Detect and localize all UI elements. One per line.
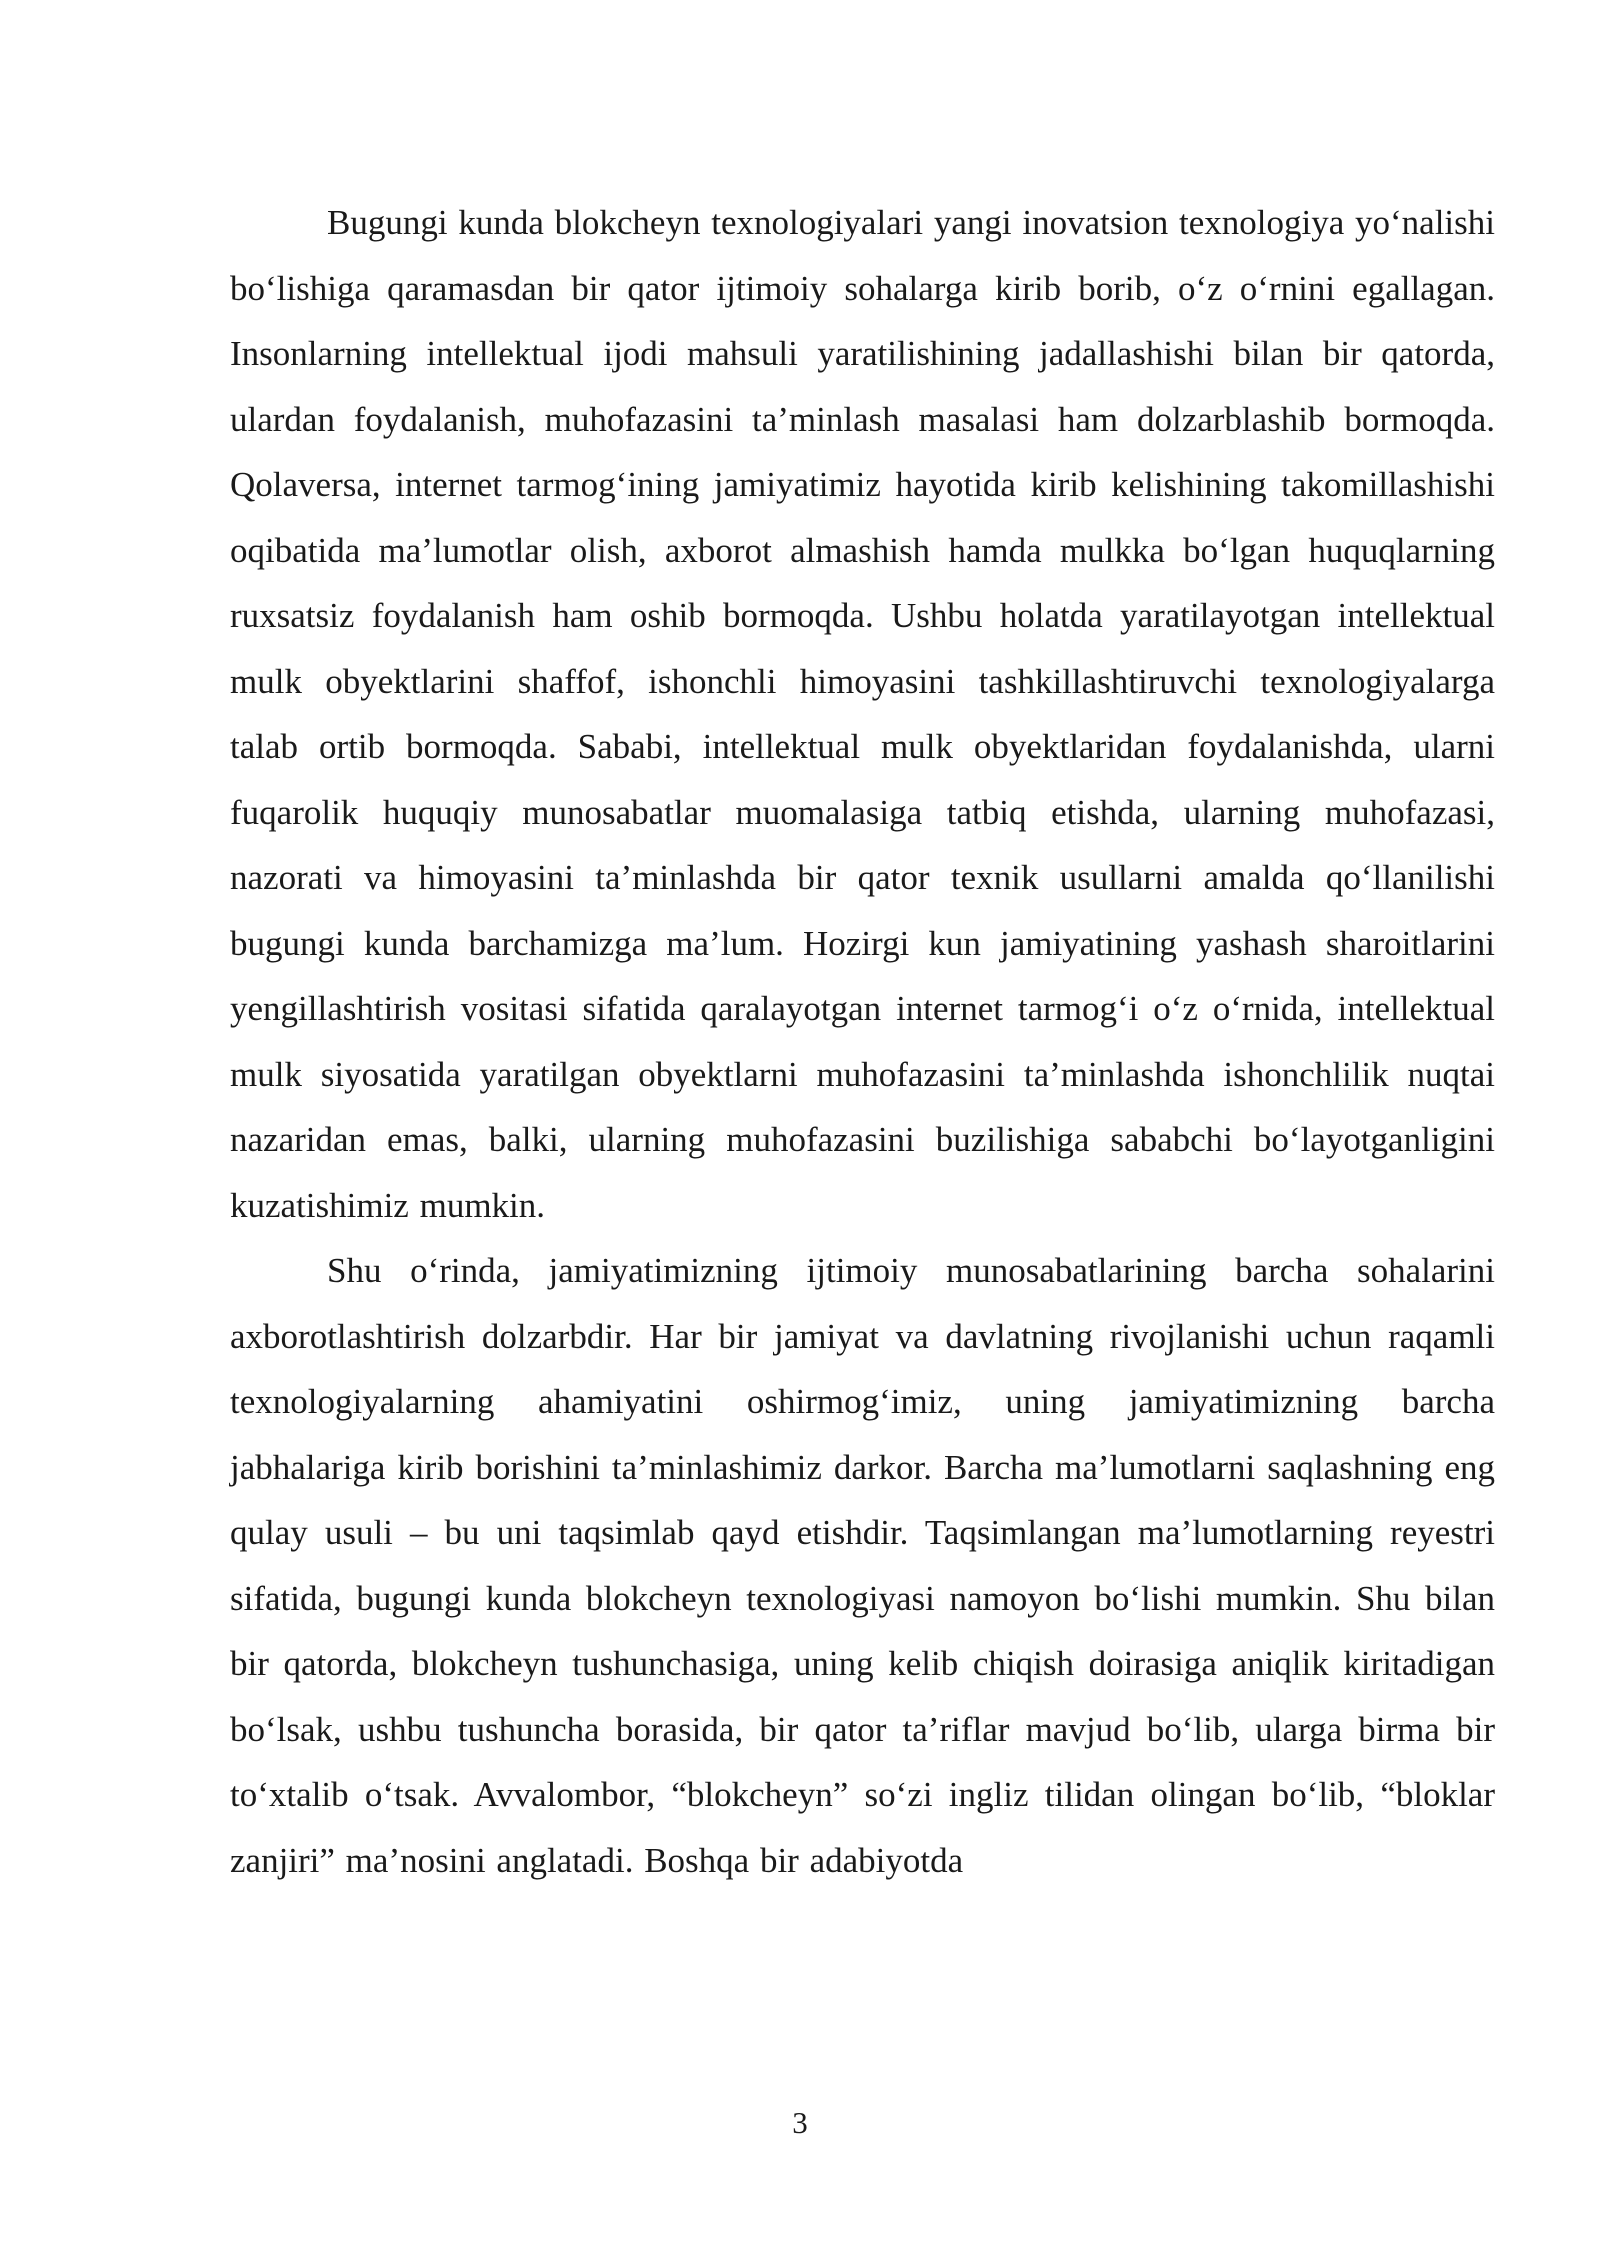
page-number: 3 [792,2105,808,2140]
paragraph-1: Bugungi kunda blokcheyn texnologiyalari yangi inovatsion texnologiya yo‘nalishi bo‘lishiga qaramasdan bir qator ijtimoiy sohalarga kirib borib, o‘z o‘rnini egallagan. Insonlarning intellektual ijodi mahsuli yaratilishining jadallashishi bilan bir qatorda, ulardan foydalanish, muhofazasini ta’minlash masalasi ham dolzarblashib bormoqda. Qolaversa, internet tarmog‘ining jamiyatimiz hayotida kirib kelishining takomillashishi oqibatida ma’lumotlar olish, axborot almashish hamda mulkka bo‘lgan huquqlarning ruxsatsiz foydalanish ham oshib bormoqda. Ushbu holatda yaratilayotgan intellektual mulk obyektlarini shaffof, ishonchli himoyasini tashkillashtiruvchi texnologiyalarga talab ortib bormoqda. Sababi, intellektual mulk obyektlaridan foydalanishda, ularni fuqarolik huquqiy munosabatlar muomalasiga tatbiq etishda, ularning muhofazasi, nazorati va himoyasini ta’minlashda bir qator texnik usullarni amalda qo‘llanilishi bugungi kunda barchamizga ma’lum. Hozirgi kun jamiyatining yashash sharoitlarini yengillashtirish vositasi sifatida qaralayotgan internet tarmog‘i o‘z o‘rnida, intellektual mulk siyosatida yaratilgan obyektlarni muhofazasini ta’minlashda ishonchlilik nuqtai nazaridan emas, balki, ularning muhofazasini buzilishiga sababchi bo‘layotganligini kuzatishimiz mumkin. [230,203,1495,1225]
paragraph-2: Shu o‘rinda, jamiyatimizning ijtimoiy munosabatlarining barcha sohalarini axborotlashtirish dolzarbdir. Har bir jamiyat va davlatning rivojlanishi uchun raqamli texnologiyalarning ahamiyatini oshirmog‘imiz, uning jamiyatimizning barcha jabhalariga kirib borishini ta’minlashimiz darkor. Barcha ma’lumotlarni saqlashning eng qulay usuli – bu uni taqsimlab qayd etishdir. Taqsimlangan ma’lumotlarning reyestri sifatida, bugungi kunda blokcheyn texnologiyasi namoyon bo‘lishi mumkin. Shu bilan bir qatorda, blokcheyn tushunchasiga, uning kelib chiqish doirasiga aniqlik kiritadigan bo‘lsak, ushbu tushuncha borasida, bir qator ta’riflar mavjud bo‘lib, ularga birma bir to‘xtalib o‘tsak. Avvalombor, “blokcheyn” so‘zi ingliz tilidan olingan bo‘lib, “bloklar zanjiri” ma’nosini anglatadi. Boshqa bir adabiyotda [230,1251,1495,1880]
body-text [230,190,1495,1893]
